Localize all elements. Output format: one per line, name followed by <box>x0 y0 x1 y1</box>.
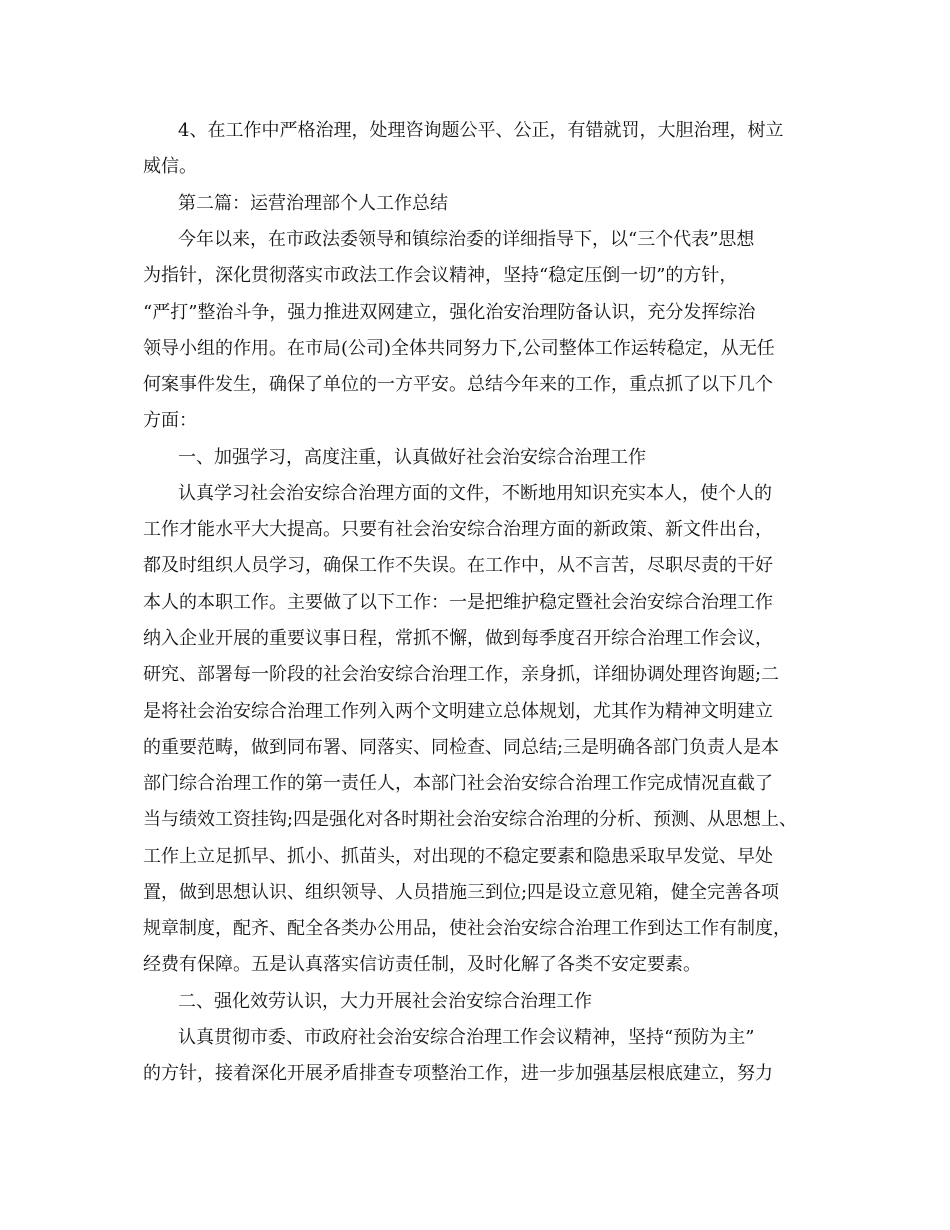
section-heading: 二、强化效劳认识，大力开展社会治安综合治理工作 <box>178 991 592 1012</box>
paragraph-line: 今年以来，在市政法委领导和镇综治委的详细指导下，以“三个代表”思想 <box>178 229 755 250</box>
paragraph-line: 经费有保障。五是认真落实信访责任制，及时化解了各类不安定要素。 <box>143 954 701 975</box>
paragraph-line: 规章制度，配齐、配全各类办公用品，使社会治安综合治理工作到达工作有制度， <box>143 918 791 939</box>
paragraph-line: 的方针，接着深化开展矛盾排查专项整治工作，进一步加强基层根底建立，努力 <box>143 1063 773 1084</box>
paragraph-line: 方面： <box>143 410 197 431</box>
paragraph-line: 都及时组织人员学习，确保工作不失误。在工作中，从不言苦，尽职尽责的干好 <box>143 555 773 576</box>
paragraph-line: 工作才能水平大大提高。只要有社会治安综合治理方面的新政策、新文件出台， <box>143 519 773 540</box>
paragraph-line: 部门综合治理工作的第一责任人，本部门社会治安综合治理工作完成情况直截了 <box>143 773 773 794</box>
paragraph-line: 为指针，深化贯彻落实市政法工作会议精神，坚持“稳定压倒一切”的方针， <box>143 265 738 286</box>
section-title: 第二篇：运营治理部个人工作总结 <box>178 193 448 214</box>
paragraph-line: 本人的本职工作。主要做了以下工作：一是把维护稳定暨社会治安综合治理工作 <box>143 592 773 613</box>
paragraph-line: 4、在工作中严格治理，处理咨询题公平、公正，有错就罚，大胆治理，树立 <box>178 120 784 141</box>
paragraph-line: 是将社会治安综合治理工作列入两个文明建立总体规划，尤其作为精神文明建立 <box>143 701 773 722</box>
paragraph-line: 何案事件发生，确保了单位的一方平安。总结今年来的工作，重点抓了以下几个 <box>143 374 773 395</box>
paragraph-line: 当与绩效工资挂钩;四是强化对各时期社会治安综合治理的分析、预测、从思想上、 <box>143 809 798 830</box>
paragraph-line: 工作上立足抓早、抓小、抓苗头，对出现的不稳定要素和隐患采取早发觉、早处 <box>143 846 773 867</box>
paragraph-line: 的重要范畴，做到同布署、同落实、同检查、同总结;三是明确各部门负责人是本 <box>143 737 780 758</box>
paragraph-line: “严打”整治斗争，强力推进双网建立，强化治安治理防备认识，充分发挥综治 <box>143 302 756 323</box>
paragraph-line: 领导小组的作用。在市局(公司)全体共同努力下,公司整体工作运转稳定，从无任 <box>143 338 775 359</box>
paragraph-line: 纳入企业开展的重要议事日程，常抓不懈，做到每季度召开综合治理工作会议， <box>143 628 773 649</box>
paragraph-line: 研究、部署每一阶段的社会治安综合治理工作，亲身抓，详细协调处理咨询题;二 <box>143 664 780 685</box>
paragraph-line: 置，做到思想认识、组织领导、人员措施三到位;四是设立意见箱，健全完善各项 <box>143 882 780 903</box>
paragraph-line: 威信。 <box>143 156 197 177</box>
section-heading: 一、加强学习，高度注重，认真做好社会治安综合治理工作 <box>178 447 646 468</box>
paragraph-line: 认真学习社会治安综合治理方面的文件，不断地用知识充实本人，使个人的 <box>178 483 772 504</box>
paragraph-line: 认真贯彻市委、市政府社会治安综合治理工作会议精神，坚持“预防为主” <box>178 1027 755 1048</box>
